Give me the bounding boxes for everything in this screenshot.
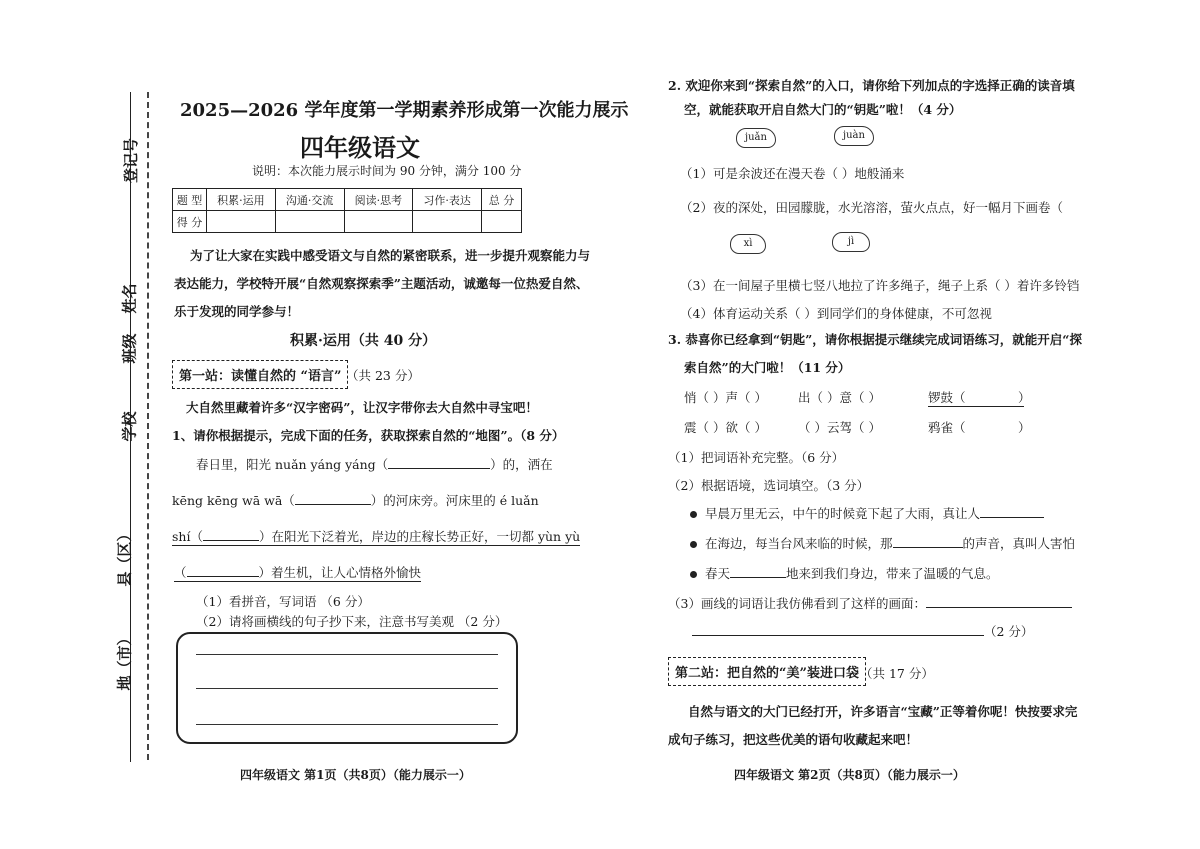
city-label: 地（市） <box>115 630 134 691</box>
q1-text: ）的，洒在 <box>490 457 553 472</box>
section-title: 积累·运用（共 40 分） <box>290 333 437 349</box>
q3-bullet-3 <box>690 564 999 582</box>
score-table-score-row <box>173 211 522 233</box>
q3-bullet-text: 在海边，每当台风来临的时候，那 <box>705 536 893 551</box>
score-cell: 习作·表达 <box>413 189 482 211</box>
answer-blank[interactable] <box>692 635 984 636</box>
q2-sentence-3: （3）在一间屋子里横七竖八地拉了许多绳子，绳子上系（ ）着许多铃铛 <box>680 278 1080 293</box>
word-item[interactable]: 出（ ）意（ ） <box>798 390 881 405</box>
q2-sentence-1: （1）可是余波还在漫天卷（ ）地般涌来 <box>680 166 905 181</box>
pinyin-cloud: juàn <box>834 126 874 146</box>
score-input-cell[interactable] <box>207 211 276 233</box>
question-1: 1、请你根据提示，完成下面的任务，获取探索自然的“地图”。（8 分） <box>172 428 565 443</box>
q1-text: ）的河床旁。河床里的 é luǎn <box>370 493 539 508</box>
question-2-line: 空，就能获取开启自然大门的“钥匙”啦！（4 分） <box>684 102 962 117</box>
answer-blank[interactable] <box>893 547 963 548</box>
station1-intro: 大自然里藏着许多“汉字密码”，让汉字带你去大自然中寻宝吧！ <box>186 400 538 415</box>
register-label: 登记号 <box>122 137 141 184</box>
q2-sentence-4: （4）体育运动关系（ ）到同学们的身体健康，不可忽视 <box>680 306 992 321</box>
answer-blank[interactable] <box>388 468 490 469</box>
bullet-icon <box>690 541 697 548</box>
answer-blank[interactable] <box>730 577 786 578</box>
score-input-cell[interactable] <box>413 211 482 233</box>
q1-text: ）着生机，让人心情格外愉快 <box>258 565 422 580</box>
q1-line <box>196 455 553 473</box>
station1-box <box>172 360 348 389</box>
name-label: 姓名 <box>120 283 139 314</box>
bullet-icon <box>690 571 697 578</box>
score-row-label: 得 分 <box>173 211 207 233</box>
q1-line <box>172 527 580 546</box>
writing-line <box>196 688 498 689</box>
q3-sub-3-score: （2 分） <box>984 624 1034 639</box>
score-cell: 总 分 <box>482 189 522 211</box>
q3-sub-2: （2）根据语境，选词填空。（3 分） <box>668 478 870 493</box>
pinyin-cloud: jì <box>832 232 870 252</box>
question-3-line: 3. 恭喜你已经拿到“钥匙”，请你根据提示继续完成词语练习，就能开启“探 <box>668 332 1082 347</box>
intro-line: 乐于发现的同学参与！ <box>174 304 300 319</box>
question-3-line: 索自然”的大门啦！（11 分） <box>684 360 851 375</box>
q3-bullet-1 <box>690 504 1044 522</box>
q1-text: kēng kēng wā wā（ <box>172 493 295 508</box>
q1-text: shí（ <box>172 529 203 544</box>
score-input-cell[interactable] <box>344 211 413 233</box>
exam-title: 2025—2026 学年度第一学期素养形成第一次能力展示 <box>180 100 629 121</box>
score-input-cell[interactable] <box>482 211 522 233</box>
word-item[interactable]: 鸦雀（ <box>928 420 966 435</box>
q1-line <box>172 491 539 509</box>
q1-line <box>174 563 421 582</box>
exam-subject: 四年级语文 <box>300 133 420 162</box>
word-item: ） <box>1018 390 1031 405</box>
question-2-line: 2. 欢迎你来到“探索自然”的入口，请你给下列加点的字选择正确的读音填 <box>668 78 1075 93</box>
pinyin-cloud: xì <box>730 234 766 254</box>
word-item[interactable]: 悄（ ）声（ ） <box>684 390 767 405</box>
q3-sub-3 <box>668 594 1072 612</box>
q3-bullet-2 <box>690 534 1075 552</box>
q3-sub-1: （1）把词语补充完整。（6 分） <box>668 450 845 465</box>
station2-intro: 自然与语文的大门已经打开，许多语言“宝藏”正等着你呢！快按要求完 <box>688 704 1078 719</box>
q2-sentence-2: （2）夜的深处，田园朦胧，水光溶溶，萤火点点，好一幅月下画卷（ <box>680 200 1063 215</box>
q1-subquestion-2: （2）请将画横线的句子抄下来，注意书写美观 （2 分） <box>196 614 508 629</box>
station1-score: （共 23 分） <box>346 368 420 383</box>
q3-sub-3-line2 <box>692 622 1033 640</box>
school-label: 学校 <box>120 411 139 442</box>
class-label: 班级 <box>120 333 139 364</box>
score-input-cell[interactable] <box>275 211 344 233</box>
station2-score: （共 17 分） <box>860 666 934 681</box>
score-cell: 阅读·思考 <box>344 189 413 211</box>
binding-dashed-line <box>147 92 149 760</box>
score-cell: 题 型 <box>173 189 207 211</box>
q1-text: （ <box>174 565 187 580</box>
score-cell: 沟通·交流 <box>275 189 344 211</box>
word-item[interactable]: （ ）云驾（ ） <box>798 420 881 435</box>
score-table-header-row <box>173 189 522 211</box>
station1-title: 第一站：读懂自然的 “语言” <box>179 369 342 384</box>
pinyin-cloud: juǎn <box>736 128 776 148</box>
writing-line <box>196 654 498 655</box>
station2-box <box>668 657 866 686</box>
word-item[interactable]: 锣鼓（ <box>928 388 1024 407</box>
copy-writing-box[interactable] <box>176 632 518 744</box>
writing-line <box>196 724 498 725</box>
q3-bullet-text: 地来到我们身边，带来了温暖的气息。 <box>786 566 999 581</box>
q3-bullet-text: 春天 <box>705 566 731 581</box>
bullet-icon <box>690 511 697 518</box>
page2-footer: 四年级语文 第2页（共8页）（能力展示一） <box>734 768 965 782</box>
word-item[interactable]: 震（ ）欲（ ） <box>684 420 767 435</box>
score-table <box>172 188 522 233</box>
q3-bullet-text: 的声音，真叫人害怕 <box>962 536 1076 551</box>
answer-blank[interactable] <box>203 540 259 541</box>
answer-blank[interactable] <box>295 504 371 505</box>
station2-title: 第二站：把自然的“美”装进口袋 <box>675 666 859 681</box>
answer-blank[interactable] <box>980 517 1044 518</box>
answer-blank[interactable] <box>187 576 259 577</box>
exam-note: 说明：本次能力展示时间为 90 分钟，满分 100 分 <box>252 164 522 178</box>
county-label: 县（区） <box>115 526 134 587</box>
q1-text: 春日里，阳光 nuǎn yáng yáng（ <box>196 457 389 472</box>
station2-intro: 成句子练习，把这些优美的语句收藏起来吧！ <box>668 732 919 747</box>
word-item: ） <box>1018 420 1031 435</box>
answer-blank[interactable] <box>926 607 1072 608</box>
page1-footer: 四年级语文 第1页（共8页）（能力展示一） <box>240 768 471 782</box>
q1-text: ）在阳光下泛着光，岸边的庄稼长势正好，一切都 yùn yù <box>258 529 581 544</box>
score-cell: 积累·运用 <box>207 189 276 211</box>
q1-subquestion-1: （1）看拼音，写词语 （6 分） <box>196 594 370 609</box>
intro-line: 为了让大家在实践中感受语文与自然的紧密联系，进一步提升观察能力与 <box>190 248 591 263</box>
intro-line: 表达能力，学校特开展“自然观察探索季”主题活动，诚邀每一位热爱自然、 <box>174 276 589 291</box>
q3-bullet-text: 早晨万里无云，中午的时候竟下起了大雨，真让人 <box>705 506 981 521</box>
q3-sub-3-text: （3）画线的词语让我仿佛看到了这样的画面： <box>668 596 926 611</box>
